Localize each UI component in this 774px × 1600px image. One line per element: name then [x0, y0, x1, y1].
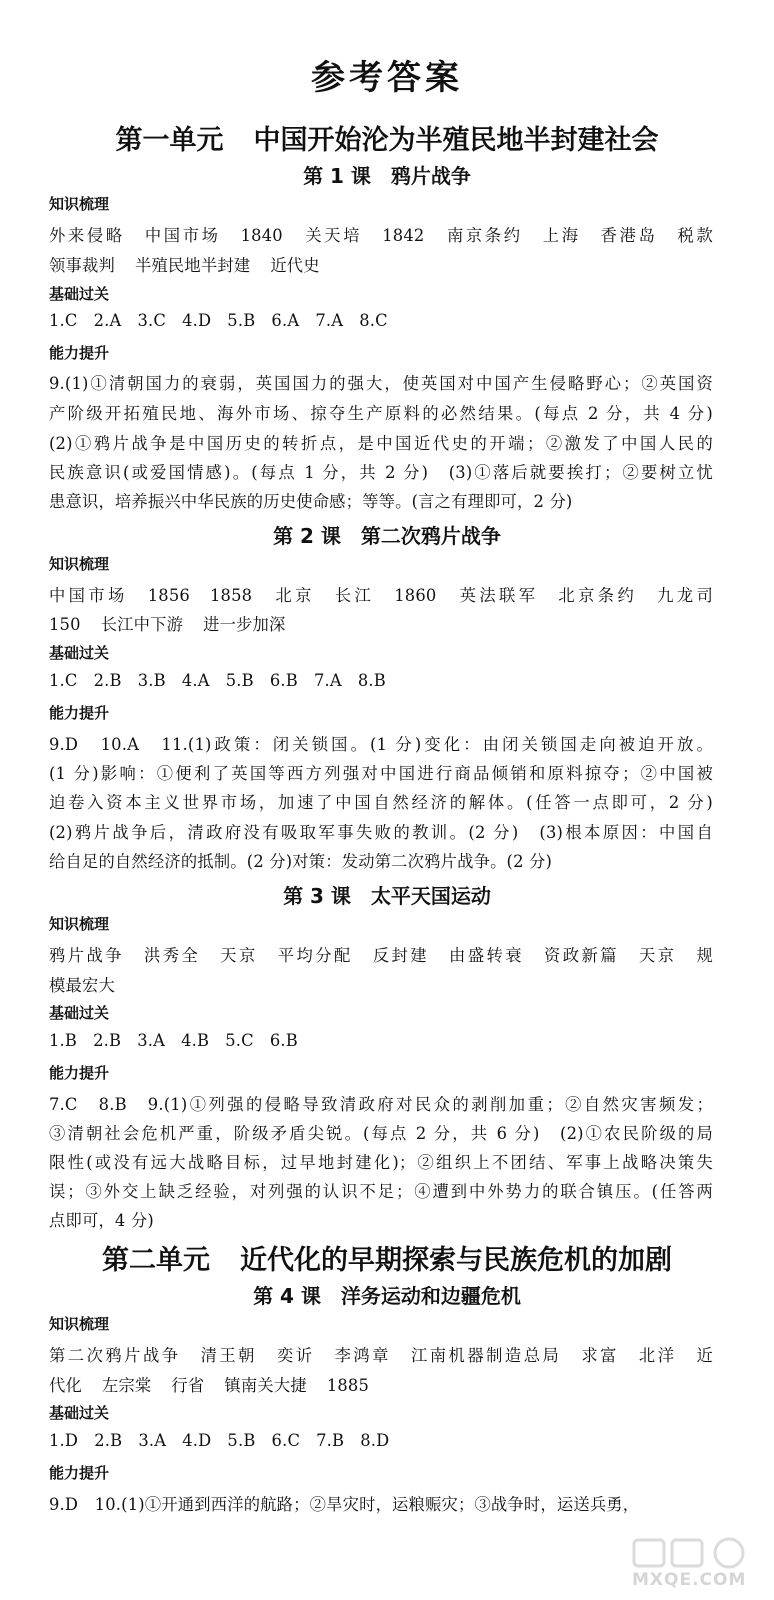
term: 第二次鸦片战争 [49, 1346, 181, 1365]
term: 求富 [581, 1346, 619, 1365]
knowledge-line [49, 1372, 713, 1396]
term: 北京条约 [558, 586, 638, 605]
term: 1842 [382, 226, 425, 245]
ability-line: (2)鸦片战争后，清政府没有吸取军事失败的教训。(2 分) (3)根本原因：中国自 [49, 823, 713, 842]
lesson-number: 第 1 课 [303, 164, 371, 188]
term: 北京 [272, 586, 315, 605]
term: 关天培 [302, 226, 363, 245]
section-ability: 能力提升 [49, 344, 110, 362]
section-ability: 能力提升 [49, 1464, 110, 1482]
term: 资政新篇 [544, 946, 619, 965]
answer: 1.B [49, 1031, 78, 1050]
ability-line: 给自足的自然经济的抵制。(2 分)对策：发动第二次鸦片战争。(2 分) [49, 852, 553, 871]
term: 天京 [639, 946, 677, 965]
watermark-logo-icon [624, 1534, 764, 1594]
answer: 6.B [269, 671, 298, 690]
ability-line: 9.(1)①清朝国力的衰弱，英国国力的强大，使英国对中国产生侵略野心；②英国资 [49, 374, 713, 393]
knowledge-line [49, 1342, 713, 1366]
lesson-number: 第 4 课 [253, 1284, 321, 1308]
answer: 1.D [49, 1431, 79, 1450]
answer: 5.B [227, 311, 256, 330]
answer: 1.C [49, 671, 78, 690]
term: 天京 [220, 946, 258, 965]
answer: 5.B [227, 1431, 256, 1450]
term: 鸦片战争 [49, 946, 124, 965]
term: 英法联军 [456, 586, 539, 605]
page-title: 参考答案 [311, 58, 463, 98]
term: 税款 [677, 226, 713, 245]
term: 150 [49, 615, 81, 634]
term: 外来侵略 [49, 226, 125, 245]
answer: 3.A [138, 1431, 167, 1450]
unit-name: 近代化的早期探索与民族危机的加剧 [240, 1245, 672, 1276]
lesson-title-3 [0, 880, 774, 909]
term: 进一步加深 [203, 615, 286, 634]
answer: 6.C [271, 1431, 301, 1450]
basic-answers [49, 671, 713, 690]
term: 近 [696, 1346, 713, 1365]
ability-line: 产阶级开拓殖民地、海外市场、掠夺生产原料的必然结果。(每点 2 分，共 4 分) [49, 404, 713, 423]
answer: 2.A [93, 311, 122, 330]
section-ability: 能力提升 [49, 1064, 110, 1082]
term: 镇南关大捷 [224, 1376, 307, 1395]
ability-line: 迫卷入资本主义世界市场，加速了中国自然经济的解体。(任答一点即可，2 分) [49, 793, 713, 812]
section-basic: 基础过关 [49, 1004, 110, 1022]
section-knowledge: 知识梳理 [49, 915, 110, 933]
term: 奕䜣 [276, 1346, 315, 1365]
lesson-name: 鸦片战争 [390, 164, 471, 188]
term: 半殖民地半封建 [134, 256, 251, 275]
ability-line: (1 分)影响：①便利了英国等西方列强对中国进行商品倾销和原料掠夺；②中国被 [49, 764, 713, 783]
answer: 4.B [181, 1031, 210, 1050]
knowledge-line [49, 611, 713, 635]
term: 李鸿章 [334, 1346, 391, 1365]
section-ability: 能力提升 [49, 704, 110, 722]
term: 领事裁判 [49, 256, 115, 275]
lesson-name: 太平天国运动 [370, 884, 491, 908]
answer: 5.B [225, 671, 254, 690]
ability-line: (2)①鸦片战争是中国历史的转折点，是中国近代史的开端；②激发了中国人民的 [49, 434, 713, 453]
lesson-title-1 [0, 160, 774, 189]
lesson-title-4 [0, 1280, 774, 1309]
unit-title-2 [0, 1238, 774, 1277]
knowledge-line [49, 972, 713, 996]
term: 1860 [394, 586, 437, 605]
answer: 2.B [93, 671, 122, 690]
answer: 5.C [225, 1031, 254, 1050]
lesson-title-2 [0, 520, 774, 549]
ability-line: 9.D 10.A 11.(1)政策：闭关锁国。(1 分)变化：由闭关锁国走向被迫开放。 [49, 735, 713, 754]
term: 北洋 [638, 1346, 677, 1365]
knowledge-line [49, 252, 713, 276]
lesson-number: 第 2 课 [273, 524, 341, 548]
ability-line: 误；③外交上缺乏经验，对列强的认识不足；④遭到中外势力的联合镇压。(任答两 [49, 1182, 713, 1201]
ability-line: 民族意识(或爱国情感)。(每点 1 分，共 2 分) (3)①落后就要挨打；②要树立忧 [49, 463, 713, 482]
term: 中国市场 [144, 226, 221, 245]
term: 1885 [326, 1376, 370, 1395]
term: 1856 [147, 586, 190, 605]
term: 代化 [49, 1376, 82, 1395]
answer: 7.A [315, 311, 344, 330]
lesson-name: 洋务运动和边疆危机 [340, 1284, 521, 1308]
term: 模最宏大 [49, 976, 115, 995]
ability-line: 限性(或没有远大战略目标，过早地封建化)；②组织上不团结、军事上战略决策失 [49, 1153, 713, 1172]
term: 长江中下游 [100, 615, 184, 634]
answer: 4.D [182, 311, 212, 330]
term: 洪秀全 [144, 946, 201, 965]
term: 反封建 [372, 946, 429, 965]
term: 规 [696, 946, 713, 965]
knowledge-line [49, 222, 713, 246]
answer: 8.C [359, 311, 388, 330]
basic-answers [49, 311, 713, 330]
term: 1840 [240, 226, 283, 245]
term: 平均分配 [277, 946, 353, 965]
watermark-text: MXQE.COM [632, 1570, 747, 1590]
ability-line: 患意识，培养振兴中华民族的历史使命感；等等。(言之有理即可，2 分) [49, 492, 573, 511]
unit-label: 第一单元 [115, 125, 224, 156]
term: 近代史 [270, 256, 320, 275]
section-basic: 基础过关 [49, 285, 110, 303]
lesson-number: 第 3 课 [283, 884, 351, 908]
term: 南京条约 [444, 226, 523, 245]
answer: 6.A [271, 311, 300, 330]
ability-line: 9.D 10.(1)①开通到西洋的航路；②旱灾时，运粮赈灾；③战争时，运送兵勇， [49, 1495, 640, 1514]
section-knowledge: 知识梳理 [49, 1315, 110, 1333]
unit-name: 中国开始沦为半殖民地半封建社会 [253, 125, 659, 156]
term: 香港岛 [600, 226, 658, 245]
answer: 2.B [93, 1031, 122, 1050]
term: 九龙司 [657, 586, 713, 605]
ability-line: 7.C 8.B 9.(1)①列强的侵略导致清政府对民众的剥削加重；②自然灾害频发； [49, 1095, 713, 1114]
ability-line: ③清朝社会危机严重，阶级矛盾尖锐。(每点 2 分，共 6 分) (2)①农民阶级的局 [49, 1124, 713, 1143]
term: 1858 [210, 586, 253, 605]
unit-title-1 [0, 118, 774, 157]
section-basic: 基础过关 [49, 1404, 110, 1422]
term: 清王朝 [200, 1346, 257, 1365]
answer: 3.B [137, 671, 166, 690]
basic-answers [49, 1031, 713, 1050]
knowledge-line [49, 582, 713, 606]
watermark-shape [624, 1534, 764, 1574]
term: 行省 [171, 1376, 205, 1395]
term: 长江 [334, 586, 375, 605]
term: 中国市场 [49, 586, 128, 605]
term: 江南机器制造总局 [410, 1346, 562, 1365]
section-basic: 基础过关 [49, 644, 110, 662]
answer: 3.A [137, 1031, 166, 1050]
term: 上海 [542, 226, 581, 245]
answer: 4.D [182, 1431, 212, 1450]
answer: 6.B [269, 1031, 298, 1050]
answer: 1.C [49, 311, 78, 330]
section-knowledge: 知识梳理 [49, 555, 110, 573]
term: 由盛转衰 [449, 946, 524, 965]
basic-answers [49, 1431, 713, 1450]
answer: 8.B [357, 671, 386, 690]
knowledge-line [49, 942, 713, 966]
answer: 8.D [360, 1431, 390, 1450]
answer: 7.B [316, 1431, 345, 1450]
ability-line: 点即可，4 分) [49, 1211, 154, 1230]
section-knowledge: 知识梳理 [49, 195, 110, 213]
answer: 2.B [94, 1431, 123, 1450]
term: 左宗棠 [101, 1376, 152, 1395]
lesson-name: 第二次鸦片战争 [360, 524, 501, 548]
answer: 3.C [137, 311, 167, 330]
unit-label: 第二单元 [102, 1245, 210, 1276]
answer: 7.A [313, 671, 342, 690]
answer: 4.A [181, 671, 210, 690]
